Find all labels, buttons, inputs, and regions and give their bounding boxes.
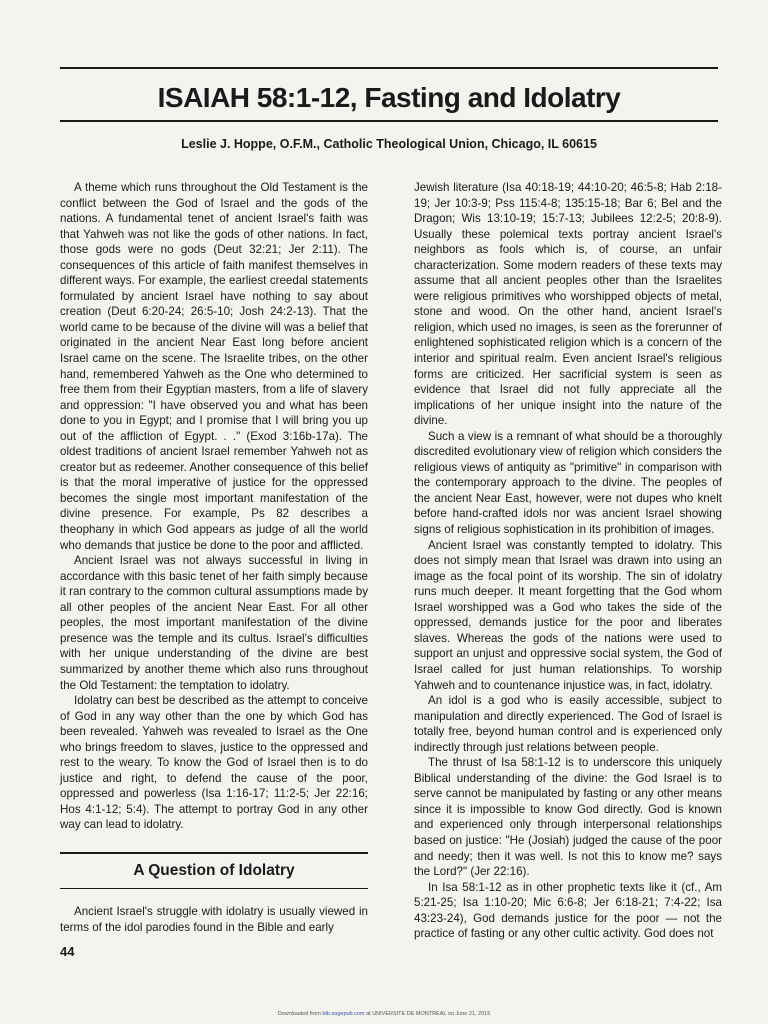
- left-column: [60, 180, 368, 833]
- page-number: 44: [60, 944, 75, 959]
- section-heading-block: [60, 852, 368, 889]
- paragraph: In Isa 58:1-12 as in other prophetic texts like it (cf., Am 5:21-25; Isa 1:10-20; Mic 6:6-8; Jer 6:18-21; 7:4-22; Isa 43:23-24), God demands justice for the poor — not the practice of fasting or any other cultic activity. God does not: [414, 880, 722, 941]
- paragraph: Ancient Israel was constantly tempted to idolatry. This does not simply mean that Israel was drawn into using an image as the focal point of its worship. The sin of idolatry runs much deeper. It meant forgetting that the God whom Israel worshipped was a God who takes the side of the oppressed, demands justice for the poor and liberates slaves. Whereas the gods of the nations were used to support an unjust and oppressive social system, the God of Israel called for just human relationships. To worship Yahweh and to countenance injustice was, in fact, idolatry.: [414, 538, 722, 692]
- author-byline: Leslie J. Hoppe, O.F.M., Catholic Theological Union, Chicago, IL 60615: [181, 137, 597, 151]
- title-top-rule: [60, 67, 718, 69]
- paragraph: Such a view is a remnant of what should be a thoroughly discredited evolutionary view of religion which considers the religious views of antiquity as "primitive" in comparison with the contemporary approach to the divine. The peoples of the ancient Near East, however, were not dupes who knelt before hand-crafted idols nor was ancient Israel showing signs of religious sophistication in its prohibition of images.: [414, 429, 722, 537]
- paragraph: An idol is a god who is easily accessible, subject to manipulation and directly experienced. The God of Israel is totally free, beyond human control and is experienced only indirectly through just relations between people.: [414, 694, 722, 754]
- article-title: ISAIAH 58:1-12, Fasting and Idolatry: [157, 82, 621, 113]
- right-column: [414, 180, 722, 942]
- download-footer: [0, 1011, 768, 1017]
- footer-link[interactable]: btb.sagepub.com: [322, 1011, 365, 1017]
- paragraph: The thrust of Isa 58:1-12 is to underscore this uniquely Biblical understanding of the divine: the God Israel is to serve cannot be manipulated by fasting or any other means since it is impossible to know God directly. God is known and experienced only through interpersonal relationships based on justice: "He (Josiah) judged the cause of the poor and needy; then it was well. Is not this to know me? says the Lord?" (Jer 22:16).: [414, 756, 722, 879]
- paragraph: Jewish literature (Isa 40:18-19; 44:10-20; 46:5-8; Hab 2:18-19; Jer 10:3-9; Pss 115:4-8; 135:15-18; Bar 6; Bel and the Dragon; Wis 13:10-19; 15:7-13; Jubilees 12:2-5; 20:8-9). Usually these polemical texts portray ancient Israel's neighbors as fools which is, of course, an unfair characterization. Some modern readers of these texts may assume that all ancient peoples other than the Israelites were religious primitives who worshipped objects of metal, stone and wood. On the other hand, ancient Israel's religion, which used no images, is seen as the forerunner of enlightened sophisticated religion which is a concern of the interior and spiritual realm. Even ancient Israel's religious forms are criticized. Her sacrificial system is seen as evidence that Israel did not fully appreciate all the implications of her unique insight into the nature of the divine.: [414, 181, 722, 428]
- footer-prefix: Downloaded from: [277, 1011, 321, 1017]
- paragraph: Idolatry can best be described as the attempt to conceive of God in any way other than the one by which God has been revealed. Yahweh was revealed to Israel as the One who brings freedom to slaves, justice to the oppressed and rest to the weary. To know the God of Israel then is to do justice and right, to defend the cause of the poor, oppressed and powerless (Isa 1:16-17; 11:2-5; Jer 22:16; Hos 4:1-12; 5:4). The attempt to portray God in any other way can lead to idolatry.: [60, 694, 368, 832]
- title-bottom-rule: [60, 120, 718, 122]
- paragraph: Ancient Israel was not always successful in living in accordance with this basic tenet of her faith simply because it ran contrary to the common cultural assumptions made by all other peoples of the ancient Near East. For all other peoples, the most important manifestation of the divine presence was the temple and its cultus. Israel's difficulties with her unique understanding of the divine are best summarized by another theme which also runs throughout the Old Testament: the temptation to idolatry.: [60, 554, 368, 692]
- section-body: [60, 904, 368, 935]
- paragraph: Ancient Israel's struggle with idolatry is usually viewed in terms of the idol parodies found in the Bible and early: [60, 905, 368, 934]
- paragraph: A theme which runs throughout the Old Testament is the conflict between the God of Israel and the gods of the nations. A fundamental tenet of ancient Israel's faith was that Yahweh was not like the gods of other nations. In fact, those gods were no gods (Deut 32:21; Jer 2:11). The consequences of this article of faith manifest themselves in different ways. For example, the earliest creedal statements formulated by ancient Israel have nothing to say about creation (Deut 6:20-24; 26:5-10; Josh 24:2-13). That the world came to be because of the divine will was a belief that originated in the ancient Near East long before ancient Israel came on the scene. The Israelite tribes, on the other hand, remembered Yahweh as the One who determined to free them from their Egyptian masters, from a life of slavery and oppression: "I have observed you and what has been done to you in Egypt; and I promise that I will bring you up out of the affliction of Egypt. . ." (Exod 3:16b-17a). The oldest traditions of ancient Israel remember Yahweh not as creator but as redeemer. Another consequence of this belief is that the moral imperative of justice for the oppressed becomes the single most important manifestation of the divine presence. For example, Ps 82 describes a theophany in which God appears as judge of all the world who demands that justice be done to the poor and afflicted.: [60, 181, 368, 552]
- section-top-rule: [60, 852, 368, 854]
- section-heading: A Question of Idolatry: [133, 862, 295, 879]
- footer-suffix: at UNIVERSITE DE MONTREAL on June 21, 2015: [366, 1011, 491, 1017]
- section-bottom-rule: [60, 888, 368, 889]
